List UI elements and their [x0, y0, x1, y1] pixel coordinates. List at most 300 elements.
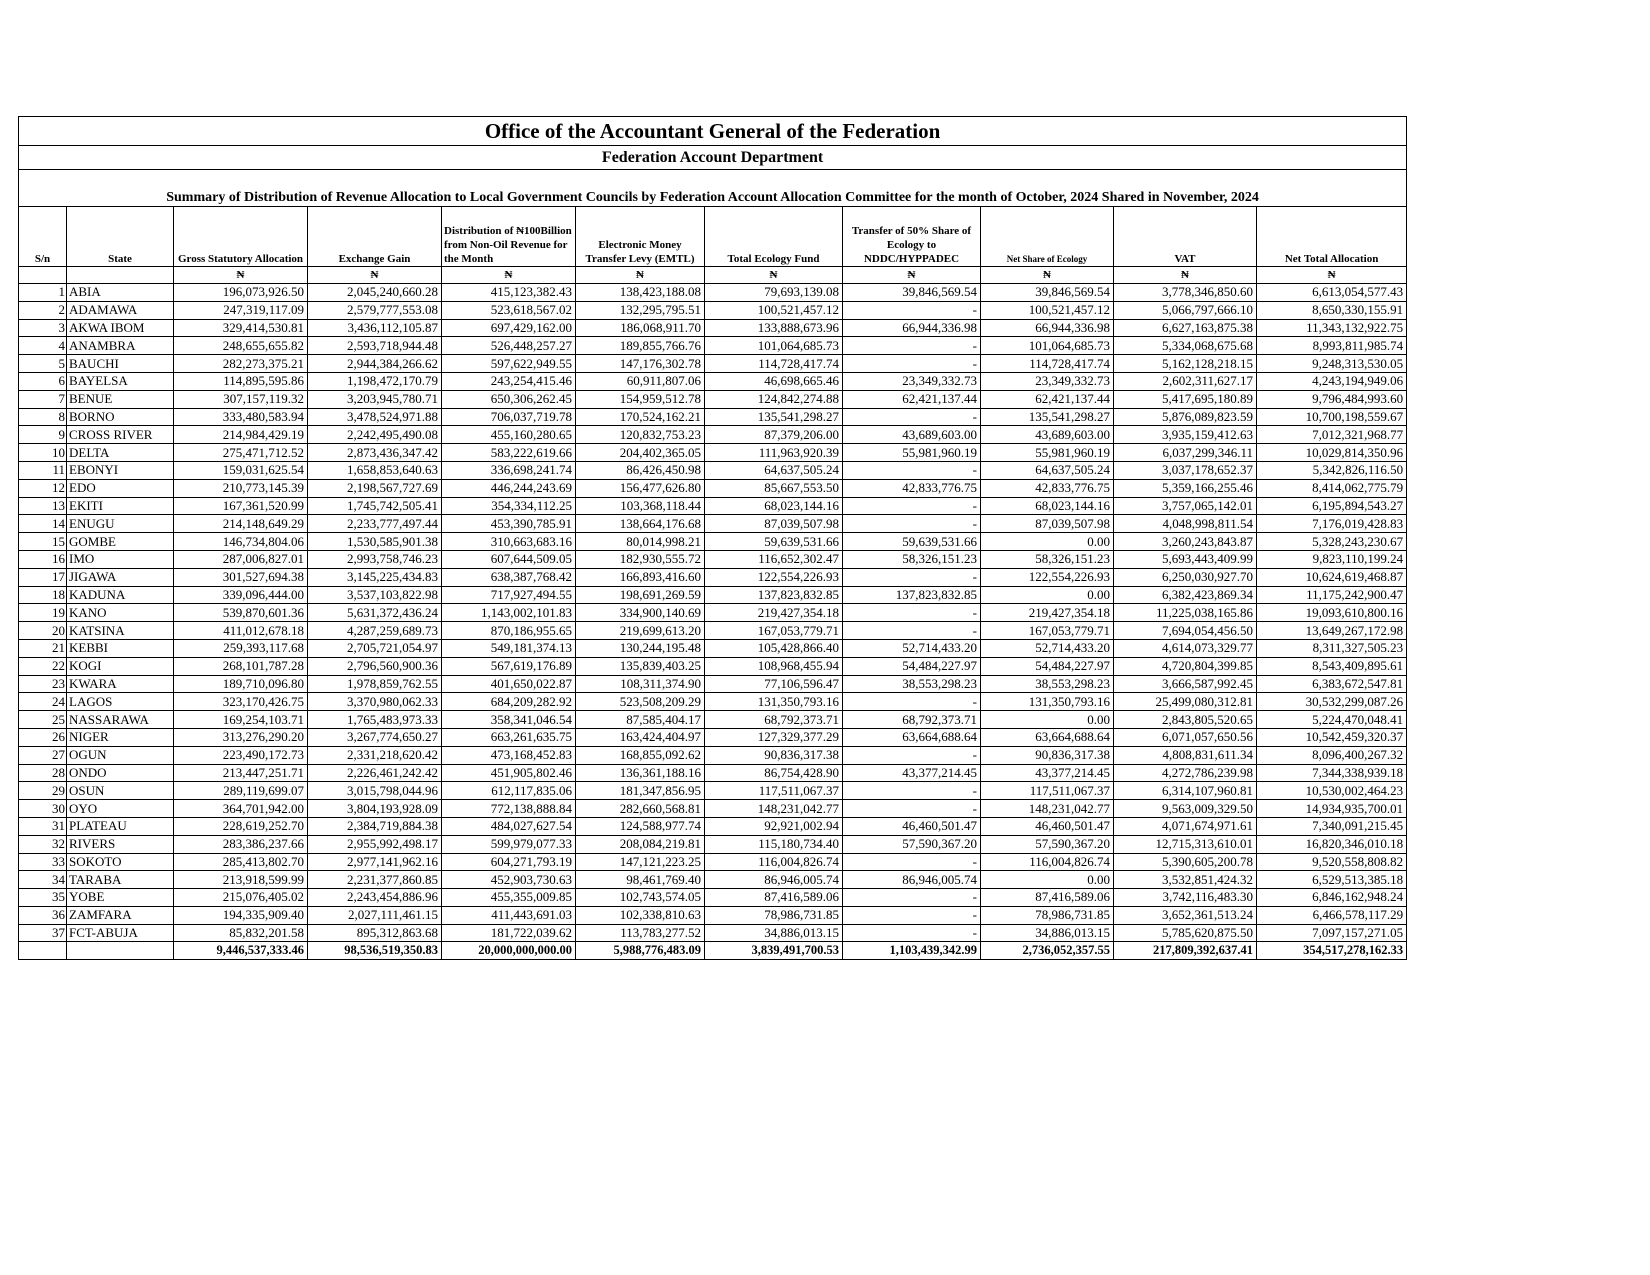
- cell-ecology-transfer-nddc: -: [843, 301, 981, 319]
- cell-emtl: 138,664,176.68: [576, 515, 705, 533]
- cell-net-total-allocation: 8,414,062,775.79: [1257, 479, 1407, 497]
- cell-state: SOKOTO: [67, 853, 174, 871]
- cell-total-ecology-fund: 127,329,377.29: [705, 728, 843, 746]
- cell-gross-statutory-allocation: 323,170,426.75: [174, 693, 308, 711]
- cell-emtl: 98,461,769.40: [576, 871, 705, 889]
- cell-net-share-of-ecology: 100,521,457.12: [981, 301, 1114, 319]
- cell-non-oil-revenue-distribution: 484,027,627.54: [442, 817, 576, 835]
- cell-emtl: 130,244,195.48: [576, 639, 705, 657]
- table-row: [19, 408, 1407, 426]
- page-title: Office of the Accountant General of the Federation: [19, 117, 1407, 146]
- table-row: [19, 853, 1407, 871]
- cell-gross-statutory-allocation: 213,447,251.71: [174, 764, 308, 782]
- cell-ecology-transfer-nddc: 43,689,603.00: [843, 426, 981, 444]
- cell-state: KEBBI: [67, 639, 174, 657]
- cell-exchange-gain: 1,658,853,640.63: [308, 461, 442, 479]
- cell-total-ecology-fund: 133,888,673.96: [705, 319, 843, 337]
- total-exchange-gain: 98,536,519,350.83: [308, 942, 442, 960]
- cell-emtl: 189,855,766.76: [576, 337, 705, 355]
- cell-state: ZAMFARA: [67, 906, 174, 924]
- cell-sn: 11: [19, 461, 67, 479]
- cell-sn: 15: [19, 533, 67, 551]
- cell-vat: 7,694,054,456.50: [1114, 622, 1257, 640]
- cell-emtl: 138,423,188.08: [576, 284, 705, 302]
- cell-exchange-gain: 3,804,193,928.09: [308, 800, 442, 818]
- cell-sn: 31: [19, 817, 67, 835]
- cell-net-total-allocation: 8,311,327,505.23: [1257, 639, 1407, 657]
- cell-state: IMO: [67, 550, 174, 568]
- cell-net-total-allocation: 6,383,672,547.81: [1257, 675, 1407, 693]
- cell-emtl: 154,959,512.78: [576, 390, 705, 408]
- cell-total-ecology-fund: 85,667,553.50: [705, 479, 843, 497]
- cell-state: NIGER: [67, 728, 174, 746]
- table-row: [19, 889, 1407, 907]
- cell-vat: 5,066,797,666.10: [1114, 301, 1257, 319]
- cell-total-ecology-fund: 34,886,013.15: [705, 924, 843, 942]
- cell-net-share-of-ecology: 52,714,433.20: [981, 639, 1114, 657]
- cell-state: JIGAWA: [67, 568, 174, 586]
- cell-exchange-gain: 2,231,377,860.85: [308, 871, 442, 889]
- cell-net-share-of-ecology: 90,836,317.38: [981, 746, 1114, 764]
- cell-state: EDO: [67, 479, 174, 497]
- cell-gross-statutory-allocation: 301,527,694.38: [174, 568, 308, 586]
- cell-emtl: 103,368,118.44: [576, 497, 705, 515]
- cell-exchange-gain: 2,873,436,347.42: [308, 444, 442, 462]
- cell-ecology-transfer-nddc: -: [843, 604, 981, 622]
- cell-sn: 19: [19, 604, 67, 622]
- cell-sn: 6: [19, 372, 67, 390]
- cell-gross-statutory-allocation: 215,076,405.02: [174, 889, 308, 907]
- cell-state: ABIA: [67, 284, 174, 302]
- cell-state: PLATEAU: [67, 817, 174, 835]
- cell-gross-statutory-allocation: 159,031,625.54: [174, 461, 308, 479]
- allocation-sheet: [18, 116, 1406, 960]
- total-vat: 217,809,392,637.41: [1114, 942, 1257, 960]
- table-row: [19, 800, 1407, 818]
- cell-non-oil-revenue-distribution: 567,619,176.89: [442, 657, 576, 675]
- cell-exchange-gain: 2,243,454,886.96: [308, 889, 442, 907]
- cell-net-share-of-ecology: 117,511,067.37: [981, 782, 1114, 800]
- cell-gross-statutory-allocation: 247,319,117.09: [174, 301, 308, 319]
- cell-net-total-allocation: 8,993,811,985.74: [1257, 337, 1407, 355]
- cell-gross-statutory-allocation: 283,386,237.66: [174, 835, 308, 853]
- cell-exchange-gain: 3,537,103,822.98: [308, 586, 442, 604]
- cell-emtl: 80,014,998.21: [576, 533, 705, 551]
- cell-total-ecology-fund: 135,541,298.27: [705, 408, 843, 426]
- header-non-oil-revenue-distribution: Distribution of ₦100Billion from Non-Oil Revenue for the Month: [442, 207, 576, 267]
- cell-sn: 36: [19, 906, 67, 924]
- cell-emtl: 334,900,140.69: [576, 604, 705, 622]
- cell-state: LAGOS: [67, 693, 174, 711]
- cell-net-share-of-ecology: 38,553,298.23: [981, 675, 1114, 693]
- cell-exchange-gain: 1,978,859,762.55: [308, 675, 442, 693]
- cell-ecology-transfer-nddc: 55,981,960.19: [843, 444, 981, 462]
- cell-emtl: 170,524,162.21: [576, 408, 705, 426]
- cell-state: BAUCHI: [67, 355, 174, 373]
- cell-vat: 3,532,851,424.32: [1114, 871, 1257, 889]
- cell-emtl: 147,121,223.25: [576, 853, 705, 871]
- cell-sn: 21: [19, 639, 67, 657]
- cell-exchange-gain: 2,579,777,553.08: [308, 301, 442, 319]
- cell-ecology-transfer-nddc: -: [843, 515, 981, 533]
- cell-non-oil-revenue-distribution: 607,644,509.05: [442, 550, 576, 568]
- cell-vat: 4,048,998,811.54: [1114, 515, 1257, 533]
- cell-net-total-allocation: 14,934,935,700.01: [1257, 800, 1407, 818]
- currency-symbol: ₦: [1114, 267, 1257, 284]
- currency-symbol: ₦: [308, 267, 442, 284]
- cell-gross-statutory-allocation: 539,870,601.36: [174, 604, 308, 622]
- cell-ecology-transfer-nddc: 46,460,501.47: [843, 817, 981, 835]
- cell-sn: 5: [19, 355, 67, 373]
- cell-net-share-of-ecology: 62,421,137.44: [981, 390, 1114, 408]
- cell-gross-statutory-allocation: 259,393,117.68: [174, 639, 308, 657]
- currency-symbol: ₦: [174, 267, 308, 284]
- cell-state: BAYELSA: [67, 372, 174, 390]
- table-row: [19, 337, 1407, 355]
- cell-net-share-of-ecology: 167,053,779.71: [981, 622, 1114, 640]
- cell-ecology-transfer-nddc: 59,639,531.66: [843, 533, 981, 551]
- cell-vat: 6,071,057,650.56: [1114, 728, 1257, 746]
- cell-emtl: 204,402,365.05: [576, 444, 705, 462]
- cell-vat: 4,720,804,399.85: [1114, 657, 1257, 675]
- cell-exchange-gain: 2,384,719,884.38: [308, 817, 442, 835]
- cell-gross-statutory-allocation: 194,335,909.40: [174, 906, 308, 924]
- table-row: [19, 497, 1407, 515]
- table-row: [19, 461, 1407, 479]
- table-row: [19, 817, 1407, 835]
- cell-non-oil-revenue-distribution: 453,390,785.91: [442, 515, 576, 533]
- cell-gross-statutory-allocation: 248,655,655.82: [174, 337, 308, 355]
- cell-net-total-allocation: 9,796,484,993.60: [1257, 390, 1407, 408]
- cell-exchange-gain: 3,370,980,062.33: [308, 693, 442, 711]
- cell-state: NASSARAWA: [67, 711, 174, 729]
- cell-gross-statutory-allocation: 196,073,926.50: [174, 284, 308, 302]
- cell-state: KOGI: [67, 657, 174, 675]
- cell-net-total-allocation: 7,176,019,428.83: [1257, 515, 1407, 533]
- header-exchange-gain: Exchange Gain: [308, 207, 442, 267]
- cell-ecology-transfer-nddc: 39,846,569.54: [843, 284, 981, 302]
- cell-emtl: 113,783,277.52: [576, 924, 705, 942]
- cell-net-total-allocation: 10,029,814,350.96: [1257, 444, 1407, 462]
- cell-vat: 4,808,831,611.34: [1114, 746, 1257, 764]
- cell-vat: 5,162,128,218.15: [1114, 355, 1257, 373]
- cell-emtl: 102,743,574.05: [576, 889, 705, 907]
- cell-gross-statutory-allocation: 210,773,145.39: [174, 479, 308, 497]
- cell-gross-statutory-allocation: 339,096,444.00: [174, 586, 308, 604]
- cell-ecology-transfer-nddc: 52,714,433.20: [843, 639, 981, 657]
- cell-sn: 30: [19, 800, 67, 818]
- cell-gross-statutory-allocation: 114,895,595.86: [174, 372, 308, 390]
- cell-total-ecology-fund: 116,004,826.74: [705, 853, 843, 871]
- cell-net-share-of-ecology: 64,637,505.24: [981, 461, 1114, 479]
- total-gross-statutory-allocation: 9,446,537,333.46: [174, 942, 308, 960]
- cell-non-oil-revenue-distribution: 452,903,730.63: [442, 871, 576, 889]
- cell-sn: 29: [19, 782, 67, 800]
- cell-total-ecology-fund: 167,053,779.71: [705, 622, 843, 640]
- cell-total-ecology-fund: 100,521,457.12: [705, 301, 843, 319]
- cell-gross-statutory-allocation: 333,480,583.94: [174, 408, 308, 426]
- cell-vat: 3,652,361,513.24: [1114, 906, 1257, 924]
- cell-state: RIVERS: [67, 835, 174, 853]
- cell-gross-statutory-allocation: 228,619,252.70: [174, 817, 308, 835]
- cell-net-total-allocation: 6,613,054,577.43: [1257, 284, 1407, 302]
- cell-sn: 37: [19, 924, 67, 942]
- cell-vat: 6,314,107,960.81: [1114, 782, 1257, 800]
- cell-exchange-gain: 2,944,384,266.62: [308, 355, 442, 373]
- cell-state: DELTA: [67, 444, 174, 462]
- cell-total-ecology-fund: 87,039,507.98: [705, 515, 843, 533]
- cell-non-oil-revenue-distribution: 411,443,691.03: [442, 906, 576, 924]
- cell-gross-statutory-allocation: 285,413,802.70: [174, 853, 308, 871]
- cell-ecology-transfer-nddc: -: [843, 622, 981, 640]
- cell-net-total-allocation: 8,650,330,155.91: [1257, 301, 1407, 319]
- cell-emtl: 168,855,092.62: [576, 746, 705, 764]
- table-row: [19, 390, 1407, 408]
- cell-net-share-of-ecology: 23,349,332.73: [981, 372, 1114, 390]
- cell-net-share-of-ecology: 34,886,013.15: [981, 924, 1114, 942]
- cell-net-total-allocation: 5,342,826,116.50: [1257, 461, 1407, 479]
- table-row: [19, 550, 1407, 568]
- cell-non-oil-revenue-distribution: 583,222,619.66: [442, 444, 576, 462]
- cell-vat: 3,935,159,412.63: [1114, 426, 1257, 444]
- cell-vat: 4,614,073,329.77: [1114, 639, 1257, 657]
- cell-ecology-transfer-nddc: -: [843, 497, 981, 515]
- cell-state: AKWA IBOM: [67, 319, 174, 337]
- table-row: [19, 515, 1407, 533]
- cell-gross-statutory-allocation: 313,276,290.20: [174, 728, 308, 746]
- cell-net-total-allocation: 9,248,313,530.05: [1257, 355, 1407, 373]
- cell-net-share-of-ecology: 57,590,367.20: [981, 835, 1114, 853]
- cell-total-ecology-fund: 105,428,866.40: [705, 639, 843, 657]
- cell-state: ADAMAWA: [67, 301, 174, 319]
- cell-emtl: 282,660,568.81: [576, 800, 705, 818]
- cell-total-ecology-fund: 68,023,144.16: [705, 497, 843, 515]
- cell-non-oil-revenue-distribution: 243,254,415.46: [442, 372, 576, 390]
- cell-vat: 9,563,009,329.50: [1114, 800, 1257, 818]
- table-row: [19, 301, 1407, 319]
- cell-emtl: 132,295,795.51: [576, 301, 705, 319]
- cell-state: KATSINA: [67, 622, 174, 640]
- cell-net-share-of-ecology: 43,689,603.00: [981, 426, 1114, 444]
- table-row: [19, 533, 1407, 551]
- cell-vat: 12,715,313,610.01: [1114, 835, 1257, 853]
- cell-total-ecology-fund: 137,823,832.85: [705, 586, 843, 604]
- cell-net-share-of-ecology: 58,326,151.23: [981, 550, 1114, 568]
- cell-total-ecology-fund: 148,231,042.77: [705, 800, 843, 818]
- table-row: [19, 728, 1407, 746]
- cell-exchange-gain: 2,796,560,900.36: [308, 657, 442, 675]
- cell-state: TARABA: [67, 871, 174, 889]
- cell-gross-statutory-allocation: 85,832,201.58: [174, 924, 308, 942]
- cell-state: ONDO: [67, 764, 174, 782]
- cell-total-ecology-fund: 114,728,417.74: [705, 355, 843, 373]
- cell-exchange-gain: 3,267,774,650.27: [308, 728, 442, 746]
- empty-cell: [67, 267, 174, 284]
- cell-net-total-allocation: 10,624,619,468.87: [1257, 568, 1407, 586]
- cell-total-ecology-fund: 90,836,317.38: [705, 746, 843, 764]
- total-total-ecology-fund: 3,839,491,700.53: [705, 942, 843, 960]
- cell-net-share-of-ecology: 0.00: [981, 871, 1114, 889]
- header-vat: VAT: [1114, 207, 1257, 267]
- currency-symbol: ₦: [1257, 267, 1407, 284]
- cell-non-oil-revenue-distribution: 772,138,888.84: [442, 800, 576, 818]
- cell-exchange-gain: 2,226,461,242.42: [308, 764, 442, 782]
- cell-non-oil-revenue-distribution: 706,037,719.78: [442, 408, 576, 426]
- cell-emtl: 147,176,302.78: [576, 355, 705, 373]
- cell-vat: 6,627,163,875.38: [1114, 319, 1257, 337]
- cell-non-oil-revenue-distribution: 401,650,022.87: [442, 675, 576, 693]
- cell-net-share-of-ecology: 116,004,826.74: [981, 853, 1114, 871]
- cell-non-oil-revenue-distribution: 870,186,955.65: [442, 622, 576, 640]
- cell-sn: 35: [19, 889, 67, 907]
- cell-emtl: 108,311,374.90: [576, 675, 705, 693]
- cell-exchange-gain: 895,312,863.68: [308, 924, 442, 942]
- cell-ecology-transfer-nddc: 62,421,137.44: [843, 390, 981, 408]
- cell-emtl: 181,347,856.95: [576, 782, 705, 800]
- cell-emtl: 523,508,209.29: [576, 693, 705, 711]
- cell-ecology-transfer-nddc: 58,326,151.23: [843, 550, 981, 568]
- cell-net-share-of-ecology: 78,986,731.85: [981, 906, 1114, 924]
- cell-exchange-gain: 2,331,218,620.42: [308, 746, 442, 764]
- currency-symbol: ₦: [576, 267, 705, 284]
- summary-title: Summary of Distribution of Revenue Allocation to Local Government Councils by Federation Account Allocation Committee for the month of October, 2024 Shared in November, 2024: [19, 170, 1407, 207]
- cell-non-oil-revenue-distribution: 1,143,002,101.83: [442, 604, 576, 622]
- cell-gross-statutory-allocation: 268,101,787.28: [174, 657, 308, 675]
- cell-ecology-transfer-nddc: -: [843, 746, 981, 764]
- cell-sn: 18: [19, 586, 67, 604]
- cell-vat: 2,843,805,520.65: [1114, 711, 1257, 729]
- cell-state: EBONYI: [67, 461, 174, 479]
- cell-sn: 26: [19, 728, 67, 746]
- cell-sn: 9: [19, 426, 67, 444]
- cell-total-ecology-fund: 116,652,302.47: [705, 550, 843, 568]
- table-row: [19, 355, 1407, 373]
- cell-net-share-of-ecology: 63,664,688.64: [981, 728, 1114, 746]
- cell-net-total-allocation: 8,096,400,267.32: [1257, 746, 1407, 764]
- cell-net-total-allocation: 13,649,267,172.98: [1257, 622, 1407, 640]
- cell-total-ecology-fund: 92,921,002.94: [705, 817, 843, 835]
- cell-emtl: 219,699,613.20: [576, 622, 705, 640]
- cell-exchange-gain: 3,015,798,044.96: [308, 782, 442, 800]
- cell-total-ecology-fund: 46,698,665.46: [705, 372, 843, 390]
- cell-gross-statutory-allocation: 307,157,119.32: [174, 390, 308, 408]
- cell-net-total-allocation: 16,820,346,010.18: [1257, 835, 1407, 853]
- total-non-oil-revenue-distribution: 20,000,000,000.00: [442, 942, 576, 960]
- table-row: [19, 764, 1407, 782]
- cell-state: ANAMBRA: [67, 337, 174, 355]
- cell-net-share-of-ecology: 39,846,569.54: [981, 284, 1114, 302]
- cell-sn: 34: [19, 871, 67, 889]
- cell-gross-statutory-allocation: 411,012,678.18: [174, 622, 308, 640]
- cell-sn: 20: [19, 622, 67, 640]
- cell-state: OYO: [67, 800, 174, 818]
- cell-state: EKITI: [67, 497, 174, 515]
- cell-sn: 12: [19, 479, 67, 497]
- cell-net-share-of-ecology: 122,554,226.93: [981, 568, 1114, 586]
- header-total-ecology-fund: Total Ecology Fund: [705, 207, 843, 267]
- total-net-share-of-ecology: 2,736,052,357.55: [981, 942, 1114, 960]
- cell-non-oil-revenue-distribution: 599,979,077.33: [442, 835, 576, 853]
- cell-ecology-transfer-nddc: -: [843, 355, 981, 373]
- cell-total-ecology-fund: 101,064,685.73: [705, 337, 843, 355]
- cell-emtl: 166,893,416.60: [576, 568, 705, 586]
- cell-emtl: 198,691,269.59: [576, 586, 705, 604]
- cell-exchange-gain: 3,203,945,780.71: [308, 390, 442, 408]
- cell-non-oil-revenue-distribution: 650,306,262.45: [442, 390, 576, 408]
- cell-net-share-of-ecology: 131,350,793.16: [981, 693, 1114, 711]
- cell-sn: 3: [19, 319, 67, 337]
- cell-ecology-transfer-nddc: 43,377,214.45: [843, 764, 981, 782]
- cell-exchange-gain: 1,765,483,973.33: [308, 711, 442, 729]
- cell-exchange-gain: 2,593,718,944.48: [308, 337, 442, 355]
- cell-exchange-gain: 3,436,112,105.87: [308, 319, 442, 337]
- cell-exchange-gain: 1,198,472,170.79: [308, 372, 442, 390]
- cell-ecology-transfer-nddc: 137,823,832.85: [843, 586, 981, 604]
- cell-exchange-gain: 3,145,225,434.83: [308, 568, 442, 586]
- cell-non-oil-revenue-distribution: 523,618,567.02: [442, 301, 576, 319]
- cell-gross-statutory-allocation: 189,710,096.80: [174, 675, 308, 693]
- cell-net-total-allocation: 10,530,002,464.23: [1257, 782, 1407, 800]
- table-row: [19, 871, 1407, 889]
- cell-vat: 3,778,346,850.60: [1114, 284, 1257, 302]
- cell-total-ecology-fund: 87,379,206.00: [705, 426, 843, 444]
- cell-vat: 5,390,605,200.78: [1114, 853, 1257, 871]
- cell-net-share-of-ecology: 101,064,685.73: [981, 337, 1114, 355]
- cell-state: KWARA: [67, 675, 174, 693]
- cell-non-oil-revenue-distribution: 697,429,162.00: [442, 319, 576, 337]
- cell-net-share-of-ecology: 87,416,589.06: [981, 889, 1114, 907]
- table-row: [19, 426, 1407, 444]
- cell-net-share-of-ecology: 68,023,144.16: [981, 497, 1114, 515]
- cell-emtl: 86,426,450.98: [576, 461, 705, 479]
- cell-vat: 3,742,116,483.30: [1114, 889, 1257, 907]
- cell-ecology-transfer-nddc: -: [843, 853, 981, 871]
- cell-exchange-gain: 2,977,141,962.16: [308, 853, 442, 871]
- table-row: [19, 604, 1407, 622]
- cell-net-total-allocation: 4,243,194,949.06: [1257, 372, 1407, 390]
- cell-sn: 7: [19, 390, 67, 408]
- table-row: [19, 586, 1407, 604]
- cell-non-oil-revenue-distribution: 455,355,009.85: [442, 889, 576, 907]
- cell-sn: 27: [19, 746, 67, 764]
- cell-net-share-of-ecology: 55,981,960.19: [981, 444, 1114, 462]
- cell-non-oil-revenue-distribution: 446,244,243.69: [442, 479, 576, 497]
- cell-sn: 32: [19, 835, 67, 853]
- empty-cell: [19, 267, 67, 284]
- cell-ecology-transfer-nddc: -: [843, 924, 981, 942]
- cell-state: KANO: [67, 604, 174, 622]
- cell-exchange-gain: 1,530,585,901.38: [308, 533, 442, 551]
- cell-sn: 8: [19, 408, 67, 426]
- cell-total-ecology-fund: 68,792,373.71: [705, 711, 843, 729]
- currency-row: [19, 267, 1407, 284]
- totals-row: [19, 942, 1407, 960]
- table-row: [19, 906, 1407, 924]
- cell-net-total-allocation: 6,846,162,948.24: [1257, 889, 1407, 907]
- cell-gross-statutory-allocation: 214,148,649.29: [174, 515, 308, 533]
- cell-state: OGUN: [67, 746, 174, 764]
- table-row: [19, 319, 1407, 337]
- cell-net-total-allocation: 7,097,157,271.05: [1257, 924, 1407, 942]
- cell-net-total-allocation: 8,543,409,895.61: [1257, 657, 1407, 675]
- cell-ecology-transfer-nddc: -: [843, 800, 981, 818]
- header-net-share-of-ecology: Net Share of Ecology: [981, 207, 1114, 267]
- table-row: [19, 924, 1407, 942]
- table-row: [19, 622, 1407, 640]
- header-net-total-allocation: Net Total Allocation: [1257, 207, 1407, 267]
- cell-net-total-allocation: 6,466,578,117.29: [1257, 906, 1407, 924]
- cell-net-total-allocation: 9,823,110,199.24: [1257, 550, 1407, 568]
